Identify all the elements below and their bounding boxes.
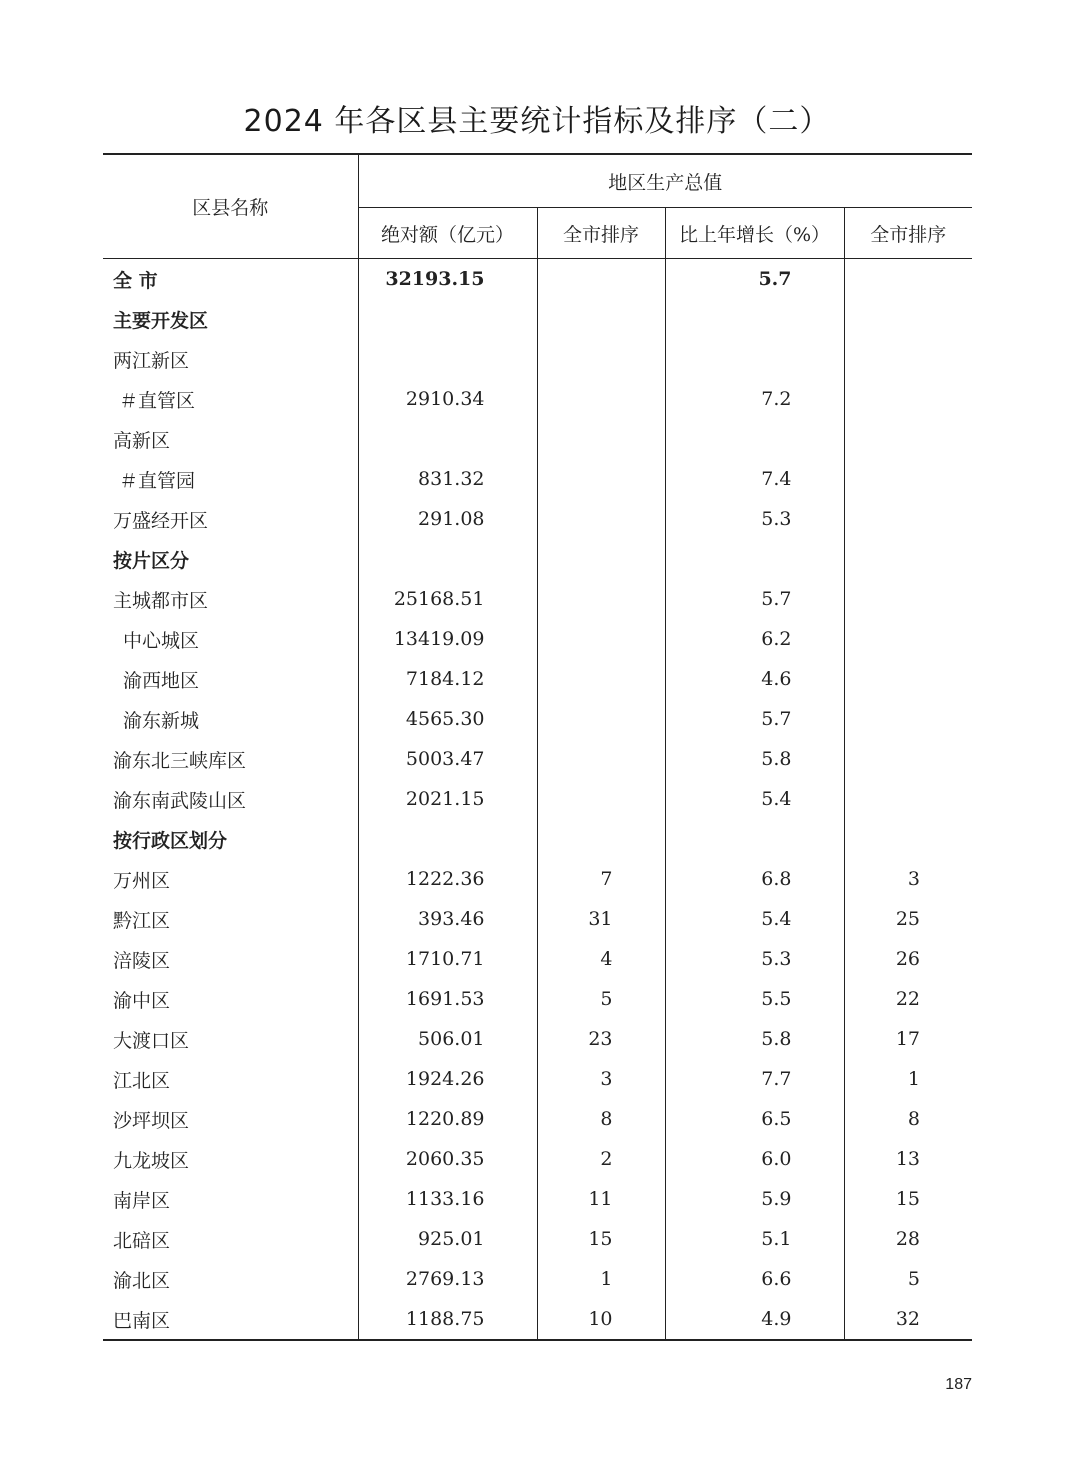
row-rank-absolute: 8 — [537, 1099, 665, 1139]
row-rank-absolute — [537, 339, 665, 379]
row-name — [103, 339, 358, 379]
row-rank-absolute — [537, 779, 665, 819]
row-growth: 5.7 — [665, 579, 844, 619]
district-label: 北碚区 — [113, 1229, 171, 1252]
table-row — [103, 819, 972, 859]
table-row — [103, 539, 972, 579]
row-name — [103, 1259, 358, 1299]
table-row — [103, 659, 972, 699]
row-growth — [665, 299, 844, 339]
row-rank-absolute: 11 — [537, 1179, 665, 1219]
table-row — [103, 739, 972, 779]
row-rank-growth — [844, 699, 972, 739]
row-growth — [665, 819, 844, 859]
row-name — [103, 779, 358, 819]
row-rank-absolute — [537, 739, 665, 779]
row-growth: 5.7 — [665, 699, 844, 739]
row-name — [103, 739, 358, 779]
row-rank-growth — [844, 459, 972, 499]
row-growth: 6.6 — [665, 1259, 844, 1299]
row-name — [103, 1019, 358, 1059]
row-rank-growth — [844, 339, 972, 379]
row-absolute: 291.08 — [358, 499, 537, 539]
row-growth: 5.4 — [665, 779, 844, 819]
table-row — [103, 259, 972, 300]
row-rank-absolute — [537, 419, 665, 459]
district-label: 渝中区 — [113, 989, 171, 1012]
statistics-table — [103, 153, 972, 1341]
header-rank-absolute: 全市排序 — [537, 208, 665, 259]
district-label: 渝北区 — [113, 1269, 171, 1292]
row-growth: 6.8 — [665, 859, 844, 899]
row-name — [103, 379, 358, 419]
table-row — [103, 1299, 972, 1340]
district-label: 渝西地区 — [123, 669, 200, 692]
table-row — [103, 419, 972, 459]
row-rank-growth: 8 — [907, 1108, 921, 1130]
page-number: 187 — [945, 1376, 972, 1393]
row-growth: 6.2 — [665, 619, 844, 659]
district-label: 主城都市区 — [113, 589, 209, 612]
district-label: 高新区 — [113, 429, 171, 452]
row-absolute: 32193.15 — [358, 259, 537, 300]
row-name — [103, 259, 358, 300]
table-row — [103, 339, 972, 379]
row-rank-growth — [844, 539, 972, 579]
row-name — [103, 979, 358, 1019]
row-absolute: 1710.71 — [358, 939, 537, 979]
table-row — [103, 1059, 972, 1099]
row-rank-absolute: 3 — [537, 1059, 665, 1099]
row-rank-absolute — [537, 459, 665, 499]
row-rank-absolute — [537, 539, 665, 579]
district-label: ＃直管区 — [119, 389, 196, 412]
row-absolute — [358, 419, 537, 459]
row-rank-growth — [844, 739, 972, 779]
row-name — [103, 539, 358, 579]
row-name — [103, 899, 358, 939]
row-rank-growth: 25 — [895, 908, 921, 930]
row-rank-growth — [844, 579, 972, 619]
row-growth: 4.9 — [665, 1299, 844, 1340]
row-absolute: 506.01 — [358, 1019, 537, 1059]
row-absolute — [358, 539, 537, 579]
table-row — [103, 1219, 972, 1259]
row-absolute: 1188.75 — [358, 1299, 537, 1340]
row-rank-growth: 1 — [907, 1068, 921, 1090]
row-rank-absolute — [537, 299, 665, 339]
row-rank-absolute — [537, 819, 665, 859]
table-row — [103, 699, 972, 739]
district-label: 黔江区 — [113, 909, 171, 932]
table-row — [103, 1179, 972, 1219]
row-rank-growth: 5 — [907, 1268, 921, 1290]
header-absolute: 绝对额（亿元） — [358, 208, 537, 259]
row-absolute: 5003.47 — [358, 739, 537, 779]
row-growth: 6.0 — [665, 1139, 844, 1179]
row-growth — [665, 539, 844, 579]
row-rank-growth: 26 — [895, 948, 921, 970]
row-growth — [665, 339, 844, 379]
row-rank-absolute: 4 — [537, 939, 665, 979]
row-absolute: 1924.26 — [358, 1059, 537, 1099]
row-rank-absolute: 5 — [537, 979, 665, 1019]
row-rank-growth: 13 — [895, 1148, 921, 1170]
district-label: 两江新区 — [113, 349, 190, 372]
district-label: ＃直管园 — [119, 469, 196, 492]
district-label: 渝东北三峡库区 — [113, 749, 247, 772]
table-row — [103, 1099, 972, 1139]
table-body — [103, 259, 972, 1341]
row-rank-growth: 32 — [844, 1299, 972, 1340]
district-label: 巴南区 — [113, 1309, 171, 1332]
row-rank-absolute: 31 — [537, 899, 665, 939]
row-name — [103, 419, 358, 459]
row-growth: 7.7 — [665, 1059, 844, 1099]
row-name — [103, 1059, 358, 1099]
district-label: 涪陵区 — [113, 949, 171, 972]
row-name — [103, 1219, 358, 1259]
header-growth: 比上年增长（%） — [665, 208, 844, 259]
page-title: 2024 年各区县主要统计指标及排序（二） — [243, 104, 831, 139]
row-growth — [665, 419, 844, 459]
table-row — [103, 619, 972, 659]
row-rank-absolute — [537, 259, 665, 300]
table-row — [103, 579, 972, 619]
row-rank-growth: 17 — [895, 1028, 921, 1050]
district-label: 按片区分 — [113, 549, 190, 572]
row-name — [103, 939, 358, 979]
district-label: 万盛经开区 — [113, 509, 209, 532]
row-absolute: 1220.89 — [358, 1099, 537, 1139]
table-header — [103, 154, 972, 259]
district-label: 按行政区划分 — [113, 829, 228, 852]
table-row — [103, 1259, 972, 1299]
table-row — [103, 1019, 972, 1059]
row-rank-growth: 28 — [895, 1228, 921, 1250]
row-absolute: 13419.09 — [358, 619, 537, 659]
row-rank-absolute — [537, 699, 665, 739]
row-rank-absolute — [537, 379, 665, 419]
row-rank-absolute: 2 — [537, 1139, 665, 1179]
table-row — [103, 899, 972, 939]
table-row — [103, 779, 972, 819]
header-district-name: 区县名称 — [103, 154, 358, 259]
row-name — [103, 579, 358, 619]
row-absolute: 4565.30 — [358, 699, 537, 739]
row-growth: 5.8 — [665, 739, 844, 779]
table-row — [103, 859, 972, 899]
row-rank-absolute — [537, 499, 665, 539]
district-label: 万州区 — [113, 869, 171, 892]
table-row — [103, 459, 972, 499]
table-row — [103, 299, 972, 339]
row-name — [103, 619, 358, 659]
table-row — [103, 499, 972, 539]
row-rank-growth — [844, 659, 972, 699]
district-label: 南岸区 — [113, 1189, 171, 1212]
row-absolute: 1691.53 — [358, 979, 537, 1019]
row-absolute: 831.32 — [358, 459, 537, 499]
row-growth: 5.1 — [665, 1219, 844, 1259]
row-name — [103, 299, 358, 339]
row-rank-growth: 15 — [895, 1188, 921, 1210]
table-row — [103, 1139, 972, 1179]
row-name — [103, 1099, 358, 1139]
row-absolute: 925.01 — [358, 1219, 537, 1259]
header-rank-growth: 全市排序 — [844, 208, 972, 259]
row-absolute — [358, 299, 537, 339]
row-absolute: 1133.16 — [358, 1179, 537, 1219]
row-rank-growth — [844, 419, 972, 459]
row-growth: 5.5 — [665, 979, 844, 1019]
row-rank-growth — [844, 619, 972, 659]
row-rank-absolute: 10 — [537, 1299, 665, 1340]
row-absolute — [358, 339, 537, 379]
district-label: 江北区 — [113, 1069, 171, 1092]
table-row — [103, 979, 972, 1019]
row-rank-growth: 22 — [895, 988, 921, 1010]
district-label: 全 市 — [113, 269, 158, 292]
district-label: 沙坪坝区 — [113, 1109, 190, 1132]
row-growth: 6.5 — [665, 1099, 844, 1139]
table-row — [103, 939, 972, 979]
row-name — [103, 499, 358, 539]
row-growth: 5.4 — [665, 899, 844, 939]
row-rank-growth — [844, 379, 972, 419]
row-rank-absolute: 23 — [537, 1019, 665, 1059]
row-rank-absolute: 1 — [537, 1259, 665, 1299]
row-name — [103, 1139, 358, 1179]
row-absolute: 2769.13 — [358, 1259, 537, 1299]
row-name — [103, 1299, 358, 1340]
district-label: 大渡口区 — [113, 1029, 190, 1052]
row-name — [103, 659, 358, 699]
row-absolute: 2060.35 — [358, 1139, 537, 1179]
row-name — [103, 859, 358, 899]
row-absolute: 2021.15 — [358, 779, 537, 819]
row-name — [103, 459, 358, 499]
header-gdp-group: 地区生产总值 — [358, 154, 972, 208]
row-absolute: 25168.51 — [358, 579, 537, 619]
row-rank-absolute — [537, 659, 665, 699]
row-name — [103, 819, 358, 859]
row-rank-absolute: 7 — [537, 859, 665, 899]
row-name — [103, 1179, 358, 1219]
district-label: 渝东南武陵山区 — [113, 789, 247, 812]
row-growth: 7.2 — [665, 379, 844, 419]
row-growth: 5.8 — [665, 1019, 844, 1059]
row-absolute: 393.46 — [358, 899, 537, 939]
row-name — [103, 699, 358, 739]
table-row — [103, 379, 972, 419]
row-growth: 5.3 — [665, 499, 844, 539]
row-rank-growth — [844, 299, 972, 339]
row-growth: 4.6 — [665, 659, 844, 699]
row-growth: 7.4 — [665, 459, 844, 499]
row-absolute: 2910.34 — [358, 379, 537, 419]
row-rank-growth — [844, 499, 972, 539]
row-absolute — [358, 819, 537, 859]
row-rank-growth — [844, 259, 972, 300]
row-rank-growth — [844, 819, 972, 859]
row-rank-absolute — [537, 619, 665, 659]
row-absolute: 7184.12 — [358, 659, 537, 699]
row-rank-absolute — [537, 579, 665, 619]
row-growth: 5.3 — [665, 939, 844, 979]
row-rank-growth: 3 — [907, 868, 921, 890]
row-rank-absolute: 15 — [537, 1219, 665, 1259]
row-absolute: 1222.36 — [358, 859, 537, 899]
row-growth: 5.7 — [665, 259, 844, 300]
district-label: 中心城区 — [123, 629, 200, 652]
district-label: 渝东新城 — [123, 709, 200, 732]
district-label: 九龙坡区 — [113, 1149, 190, 1172]
row-growth: 5.9 — [665, 1179, 844, 1219]
district-label: 主要开发区 — [113, 309, 209, 332]
row-rank-growth — [844, 779, 972, 819]
